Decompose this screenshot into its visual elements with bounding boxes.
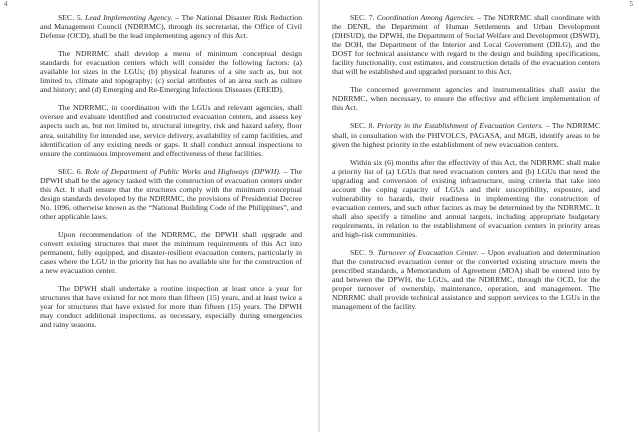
section-heading: Lead Implementing Agency. bbox=[85, 13, 173, 22]
paragraph: Within six (6) months after the effectivity of this Act, the NDRRMC shall make a priority list of (a) LGUs that need evacuation centers and (b) LGUs that need the upgrading and conversion of existing infrastructure, using criteria that take into account the coping capacity of LGUs and their susceptibility, exposure, and vulnerability to hazards, their readiness in implementing the construction of evacuation centers, and such other factors as may be determined by the NDRRMC. It shall also specify a timeline and annual targets, including appropriate budgetary requirements, in relation to the establishment of evacuation centers in priority areas and high-risk communities. bbox=[332, 157, 600, 239]
text-column bbox=[332, 13, 600, 320]
paragraph: Upon recommendation of the NDRRMC, the DPWH shall upgrade and convert existing structures that meet the minimum requirements of this Act into permanent, fully equipped, and disaster-resilient evacuation centers, particularly in cases where the LGU in the priority list has no available site for the construction of a new evacuation center. bbox=[40, 229, 302, 276]
left-page bbox=[0, 0, 318, 432]
section-paragraph: SEC. 5. Lead Implementing Agency. – The National Disaster Risk Reduction and Management Council (NDRRMC), through its secretariat, the Office of Civil Defense (OCD), shall be the lead implementing agency of this Act. bbox=[40, 13, 302, 41]
section-paragraph: SEC. 6. Role of Department of Public Works and Highways (DPWH). – The DPWH shall be the agency tasked with the construction of evacuation centers under this Act. It shall ensure that the structures comply with the minimum conceptual design standards developed by the NDRRMC, the provisions of Presidential Decree No. 1096, otherwise known as the “National Building Code of the Philippines”, and other applicable laws. bbox=[40, 166, 302, 221]
section-heading: Priority in the Establishment of Evacuation Centers. bbox=[376, 121, 544, 131]
paragraph: The NDRRMC, in coordination with the LGUs and relevant agencies, shall oversee and evaluate identified and constructed evacuation centers, and assess key aspects such as, but not limited to, structural integrity, risk and hazard safety, floor area, suitability for intended use, service delivery, availability of camp facilities, and identification of any existing needs or gaps. It shall conduct annual inspections to ensure the continuous improvement and effectiveness of these facilities. bbox=[40, 103, 302, 158]
section-paragraph: SEC. 8. Priority in the Establishment of Evacuation Centers. – The NDRRMC shall, in consultation with the PHIVOLCS, PAGASA, and MGB, identify areas to be given the highest priority in the establishment of new evacuation centers. bbox=[332, 121, 600, 149]
section-heading: Turnover of Evacuation Center. bbox=[377, 248, 479, 258]
page-number: 4 bbox=[4, 0, 8, 8]
section-paragraph: SEC. 7. Coordination Among Agencies. – The NDRRMC shall coordinate with the DENR, the Department of Human Settlements and Urban Development (DHSUD), the DPWH, the Department of Social Welfare and Development (DSWD), the DOH, the Department of the Interior and Local Government (DILG), and the DOST for technical assistance with regard to the design and building specifications, facility functionality, cost estimates, and construction details of the evacuation centers that will be established and upgraded pursuant to this Act. bbox=[332, 13, 600, 77]
text-column bbox=[40, 13, 302, 338]
paragraph: The DPWH shall undertake a routine inspection at least once a year for structures that have existed for not more than fifteen (15) years, and at least twice a year for structures that have existed for more than fifteen (15) years. The DPWH may conduct additional inspections, as necessary, especially during emergencies and rainy seasons. bbox=[40, 284, 302, 330]
right-page bbox=[320, 0, 639, 432]
paragraph: The concerned government agencies and instrumentalities shall assist the NDRRMC, when necessary, to ensure the effective and efficient implementation of this Act. bbox=[332, 85, 600, 113]
section-heading: Role of Department of Public Works and Highways (DPWH). bbox=[85, 166, 281, 176]
page-number: 5 bbox=[629, 0, 633, 8]
paragraph: The NDRRMC shall develop a menu of minimum conceptual design standards for evacuation centers which will consider the following factors: (a) available lot sizes in the LGUs; (b) physical features of a site such as, but not limited to, climate and topography; (c) social attributes of an area such as culture and history; and (d) Emerging and Re-Emerging Infectious Diseases (EREID). bbox=[40, 49, 302, 95]
section-heading: Coordination Among Agencies. bbox=[376, 13, 475, 22]
section-paragraph: SEC. 9. Turnover of Evacuation Center. – Upon evaluation and determination that the constructed evacuation center or the converted existing structure meets the prescribed standards, a Memorandum of Agreement (MOA) shall be entered into by and between the DPWH, the LGUs, and the NDRRMC, through the OCD, for the proper turnover of ownership, maintenance, operation, and management. The NDRRMC shall provide technical assistance and support services to the LGUs in the management of the facility. bbox=[332, 248, 600, 312]
